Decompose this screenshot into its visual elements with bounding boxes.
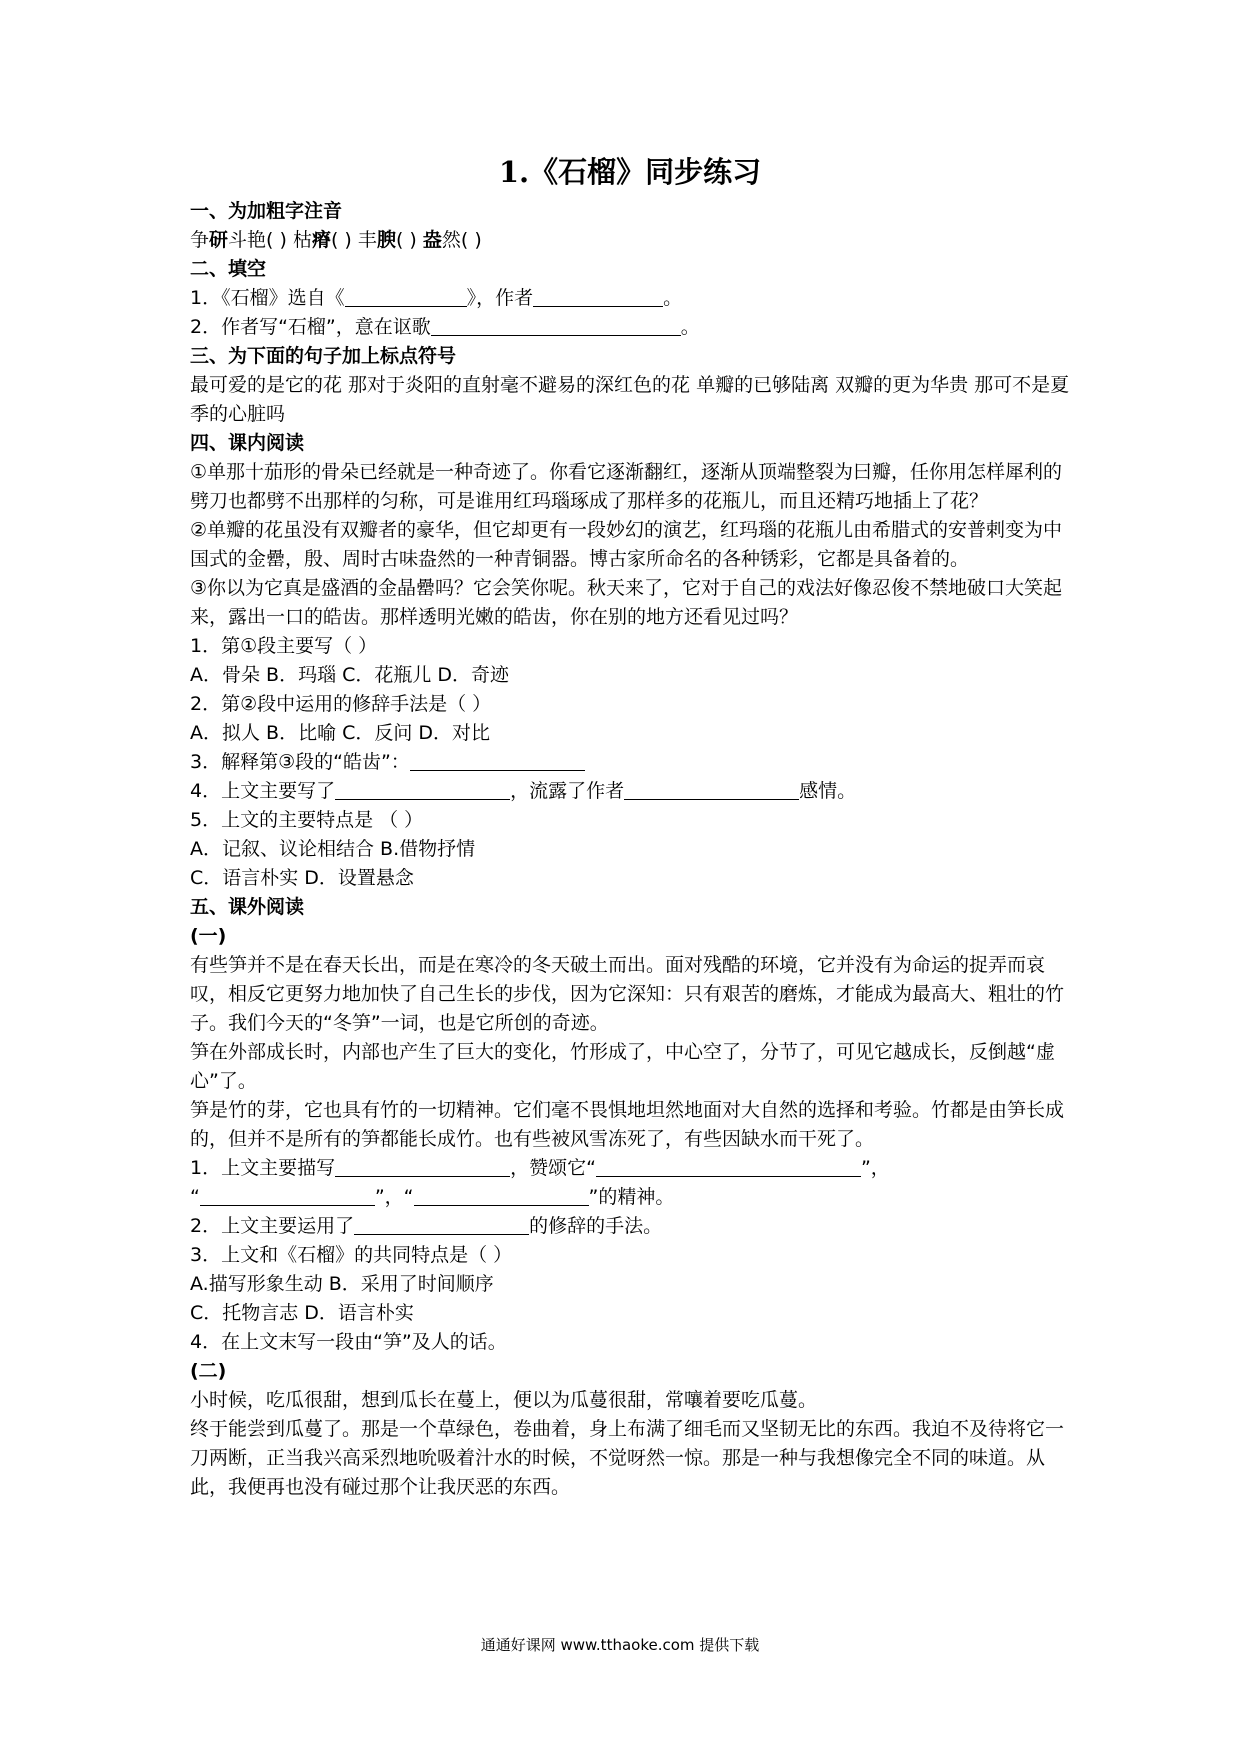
answer-blank[interactable] xyxy=(345,286,467,307)
pinyin-items xyxy=(190,226,1070,255)
question-1-options: A．骨朵 B．玛瑙 C．花瓶儿 D．奇迹 xyxy=(190,664,510,686)
question-2-options: A．拟人 B．比喻 C．反问 D．对比 xyxy=(190,722,491,744)
question-3: 3．解释第③段的“皓齿”： xyxy=(190,748,1070,777)
page-footer: 通通好课网 www.tthaoke.com 提供下载 xyxy=(480,1636,760,1654)
fill-question-2: 2．作者写“石榴”，意在讴歌 。 xyxy=(190,316,700,338)
answer-blank[interactable] xyxy=(410,750,585,771)
reading-paragraph-1: ①单那十茄形的骨朵已经就是一种奇迹了。你看它逐渐翻红，逐渐从顶端整裂为曰瓣，任你用怎样犀利的劈刀也都劈不出那样的匀称，可是谁用红玛瑙琢成了那样多的花瓶儿，而且还精巧地插上了花？ xyxy=(190,461,1063,512)
extra-question-2: 2．上文主要运用了 的修辞的手法。 xyxy=(190,1215,663,1237)
section-4-heading: 四、课内阅读 xyxy=(190,432,305,454)
answer-blank[interactable] xyxy=(200,1185,375,1206)
extra-question-3-options-a: A.描写形象生动 B．采用了时间顺序 xyxy=(190,1273,494,1295)
subsection-1-label: (一) xyxy=(190,925,227,947)
worksheet-page xyxy=(190,150,1070,1502)
answer-blank[interactable] xyxy=(533,286,663,307)
answer-blank[interactable] xyxy=(431,315,681,336)
reading-paragraph-3: ③你以为它真是盛酒的金晶罍吗？它会笑你呢。秋天来了，它对于自己的戏法好像忍俊不禁地破口大笑起来，露出一口的皓齿。那样透明光嫩的皓齿，你在别的地方还看见过吗？ xyxy=(190,577,1063,628)
pinyin-item: 争研斗艳( ) xyxy=(190,229,287,251)
extra-paragraph-5: 终于能尝到瓜蔓了。那是一个草绿色，卷曲着，身上布满了细毛而又坚韧无比的东西。我迫不及待将它一刀两断，正当我兴高采烈地吮吸着汁水的时候，不觉呀然一惊。那是一种与我想像完全不同的味道。从此，我便再也没有碰过那个让我厌恶的东西。 xyxy=(190,1418,1065,1498)
pinyin-item: 枯瘠( ) xyxy=(292,229,352,251)
question-5-options-b: C．语言朴实 D．设置悬念 xyxy=(190,867,414,889)
section-2-heading: 二、填空 xyxy=(190,258,267,280)
question-1: 1．第①段主要写（ ） xyxy=(190,635,378,657)
section-5-heading: 五、课外阅读 xyxy=(190,896,305,918)
question-4: 4．上文主要写了 ，流露了作者 感情。 xyxy=(190,780,857,802)
answer-blank[interactable] xyxy=(624,779,799,800)
answer-blank[interactable] xyxy=(596,1156,861,1177)
question-5: 5．上文的主要特点是 （ ） xyxy=(190,809,424,831)
answer-blank[interactable] xyxy=(335,779,510,800)
pinyin-item: 丰腴( ) xyxy=(357,229,417,251)
page-title: 1.《石榴》同步练习 xyxy=(498,155,762,189)
section-3-heading: 三、为下面的句子加上标点符号 xyxy=(190,345,457,367)
section-1-heading: 一、为加粗字注音 xyxy=(190,200,343,222)
extra-paragraph-4: 小时候，吃瓜很甜，想到瓜长在蔓上，便以为瓜蔓很甜，常嚷着要吃瓜蔓。 xyxy=(190,1389,818,1411)
answer-blank[interactable] xyxy=(354,1214,529,1235)
question-2: 2．第②段中运用的修辞手法是（ ） xyxy=(190,693,492,715)
reading-paragraph-2: ②单瓣的花虽没有双瓣者的豪华，但它却更有一段妙幻的演艺，红玛瑙的花瓶儿由希腊式的安普剌变为中国式的金罍，殷、周时古味盎然的一种青铜器。博古家所命名的各种锈彩，它都是具备着的。 xyxy=(190,519,1063,570)
extra-question-1-cont: “ ”，“ ”的精神。 xyxy=(190,1186,675,1208)
extra-paragraph-3: 笋是竹的芽，它也具有竹的一切精神。它们毫不畏惧地坦然地面对大自然的选择和考验。竹都是由笋长成的，但并不是所有的笋都能长成竹。也有些被风雪冻死了，有些因缺水而干死了。 xyxy=(190,1099,1065,1150)
extra-question-1: 1．上文主要描写 ，赞颂它“ ”， xyxy=(190,1157,890,1179)
punctuation-sentence: 最可爱的是它的花 那对于炎阳的直射毫不避易的深红色的花 单瓣的已够陆离 双瓣的更为华贵 那可不是夏季的心脏吗 xyxy=(190,374,1070,425)
extra-question-4: 4．在上文末写一段由“笋”及人的话。 xyxy=(190,1331,507,1353)
question-5-options-a: A．记叙、议论相结合 B.借物抒情 xyxy=(190,838,476,860)
pinyin-item: 盎然( ) xyxy=(422,229,482,251)
extra-paragraph-1: 有些笋并不是在春天长出，而是在寒冷的冬天破土而出。面对残酷的环境，它并没有为命运的捉弄而哀叹，相反它更努力地加快了自己生长的步伐，因为它深知：只有艰苦的磨炼，才能成为最高大、粗壮的竹子。我们今天的“冬笋”一词，也是它所创的奇迹。 xyxy=(190,954,1065,1034)
extra-question-3-options-b: C．托物言志 D．语言朴实 xyxy=(190,1302,414,1324)
subsection-2-label: (二) xyxy=(190,1360,227,1382)
fill-question-1: 1．《石榴》选自《 》，作者 。 xyxy=(190,287,683,309)
extra-paragraph-2: 笋在外部成长时，内部也产生了巨大的变化，竹形成了，中心空了，分节了，可见它越成长，反倒越“虚心”了。 xyxy=(190,1041,1055,1092)
extra-question-3: 3．上文和《石榴》的共同特点是（ ） xyxy=(190,1244,513,1266)
answer-blank[interactable] xyxy=(414,1185,589,1206)
answer-blank[interactable] xyxy=(335,1156,510,1177)
